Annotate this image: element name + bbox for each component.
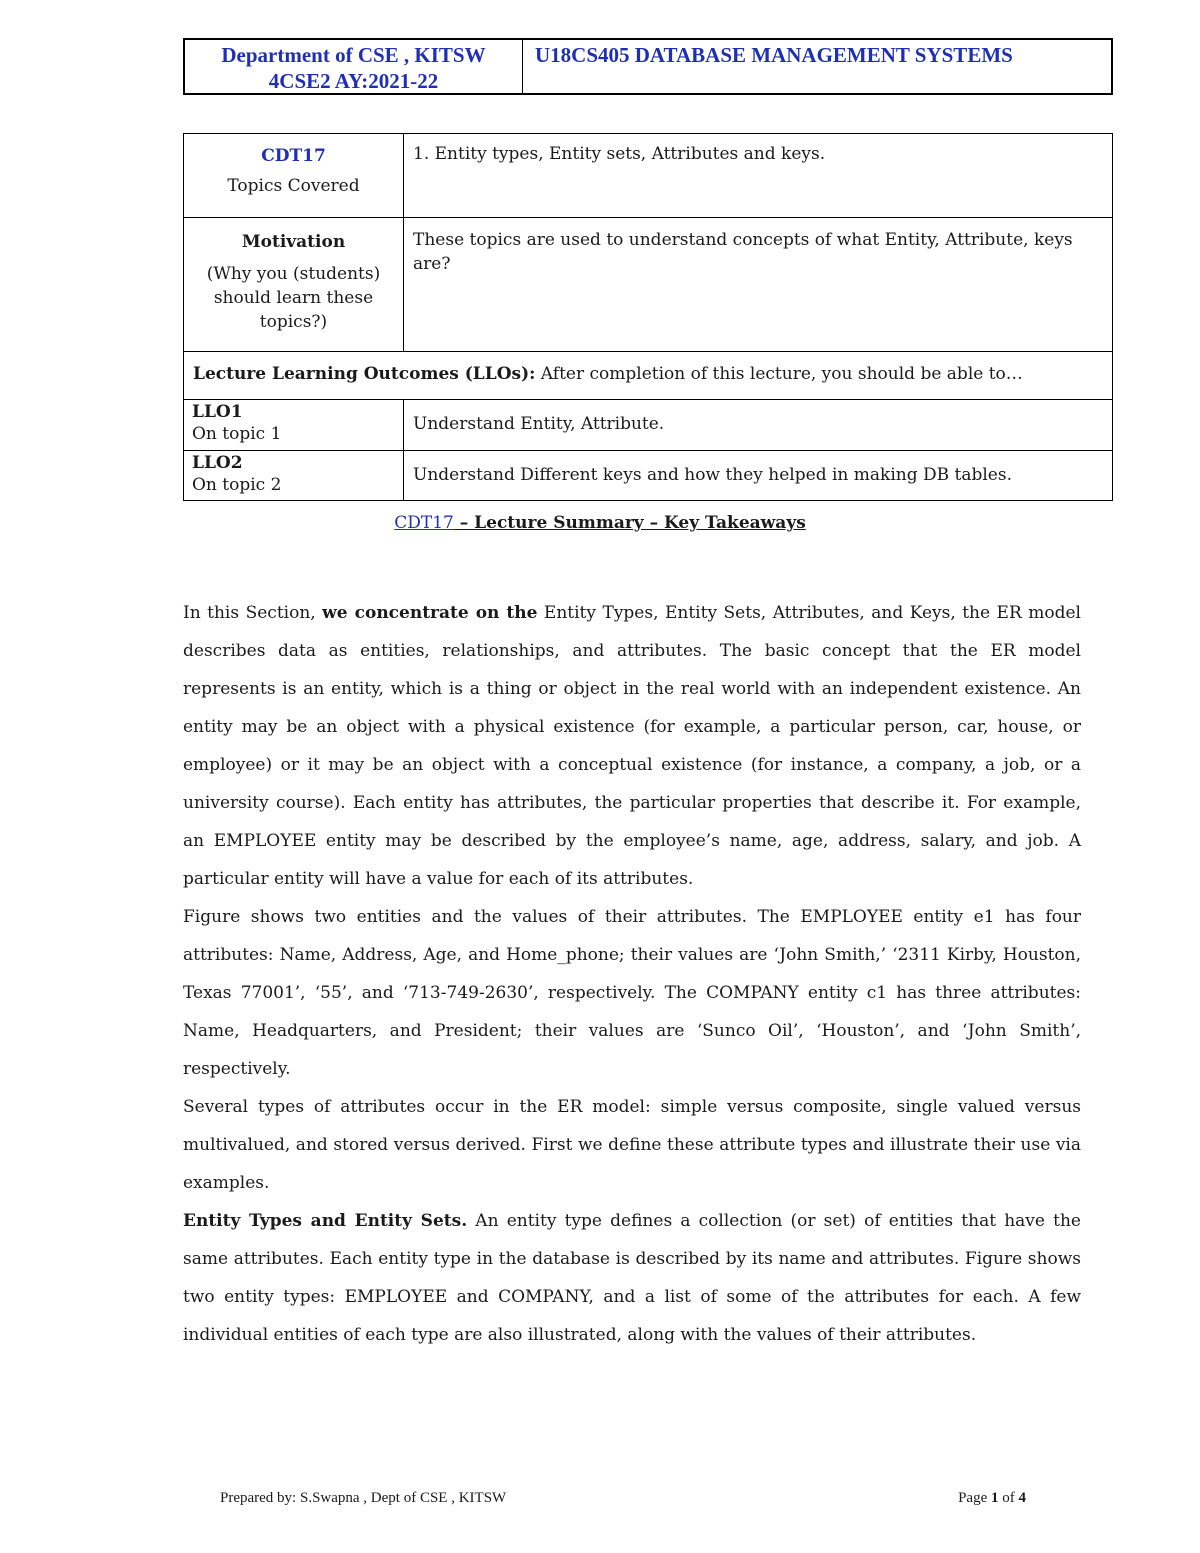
motivation-value: These topics are used to understand concepts of what Entity, Attribute, keys are? (413, 230, 1073, 274)
llo-heading-rest: After completion of this lecture, you should be able to… (535, 364, 1023, 384)
topics-label: Topics Covered (227, 176, 360, 196)
cdt-cell (184, 134, 404, 218)
motivation-value-cell (404, 218, 1113, 352)
page-current: 1 (991, 1490, 999, 1506)
page-total: 4 (1018, 1490, 1026, 1506)
lecture-info-table (183, 133, 1113, 501)
summary-heading (0, 513, 1200, 533)
motivation-title: Motivation (241, 232, 346, 252)
course-title: U18CS405 DATABASE MANAGEMENT SYSTEMS (535, 43, 1013, 67)
llo2-cell (184, 451, 404, 501)
prepared-by: Prepared by: S.Swapna , Dept of CSE , KITSW (220, 1490, 507, 1506)
entity-types-text: An entity type defines a collection (or set) of entities that have the same attributes. Each entity type in the database is described by its name and attributes. Figure shows two entity types: EMPLOYEE and COMPANY, and a list of some of the attributes for each. A few individual entities of each type are also illustrated, along with the values of their attributes. (183, 1211, 1081, 1345)
paragraph-attribute-types: Several types of attributes occur in the ER model: simple versus composite, single valued versus multivalued, and stored versus derived. First we define these attribute types and illustrate their use via examples. (183, 1097, 1081, 1193)
llo2-desc: Understand Different keys and how they helped in making DB tables. (413, 465, 1012, 485)
topics-cell (404, 134, 1113, 218)
llo2-name: LLO2 (192, 453, 243, 473)
llo2-desc-cell (404, 451, 1113, 501)
page-prefix: Page (958, 1490, 991, 1506)
entity-types-heading: Entity Types and Entity Sets. (183, 1211, 468, 1231)
llo1-desc-cell (404, 400, 1113, 451)
document-header (183, 38, 1113, 95)
summary-body (183, 594, 1081, 1354)
llo1-topic: On topic 1 (192, 424, 282, 444)
llo1-desc: Understand Entity, Attribute. (413, 414, 665, 434)
paragraph-entity-types (183, 1202, 1081, 1354)
summary-title: – Lecture Summary – Key Takeaways (453, 513, 806, 533)
class-year: 4CSE2 AY:2021-22 (268, 69, 439, 93)
department-cell (185, 40, 523, 93)
paragraph-intro (183, 594, 1081, 898)
llo1-cell (184, 400, 404, 451)
llo-heading-bold: Lecture Learning Outcomes (LLOs): (193, 364, 536, 384)
motivation-cell (184, 218, 404, 352)
topics-value: 1. Entity types, Entity sets, Attributes and keys. (413, 144, 826, 164)
intro-lead: In this Section, (183, 603, 323, 623)
motivation-subtitle: (Why you (students) should learn these topics?) (206, 264, 381, 332)
llo2-topic: On topic 2 (192, 475, 282, 495)
page-number (958, 1490, 1026, 1507)
intro-bold: we concentrate on the (322, 603, 538, 623)
page-of: of (998, 1490, 1019, 1506)
paragraph-figure: Figure shows two entities and the values of their attributes. The EMPLOYEE entity e1 has four attributes: Name, Address, Age, and Home_phone; their values are ‘John Smith,’ ‘2311 Kirby, Houston, Texas 77001’, ‘55’, and ‘713-749-2630’, respectively. The COMPANY entity c1 has three attributes: Name, Headquarters, and President; their values are ‘Sunco Oil’, ‘Houston’, and ‘John Smith’, respectively. (183, 907, 1081, 1079)
department-name: Department of CSE , KITSW (221, 43, 486, 67)
llo-heading-cell (184, 352, 1113, 400)
page-footer (220, 1490, 1026, 1507)
cdt-code: CDT17 (261, 146, 326, 166)
intro-rest: Entity Types, Entity Sets, Attributes, and Keys, the ER model describes data as entities, relationships, and attributes. The basic concept that the ER model represents is an entity, which is a thing or object in the real world with an independent existence. An entity may be an object with a physical existence (for example, a particular person, car, house, or employee) or it may be an object with a conceptual existence (for instance, a company, a job, or a university course). Each entity has attributes, the particular properties that describe it. For example, an EMPLOYEE entity may be described by the employee’s name, age, address, salary, and job. A particular entity will have a value for each of its attributes. (183, 603, 1081, 889)
summary-cdt-link[interactable]: CDT17 (394, 513, 454, 533)
llo1-name: LLO1 (192, 402, 243, 422)
